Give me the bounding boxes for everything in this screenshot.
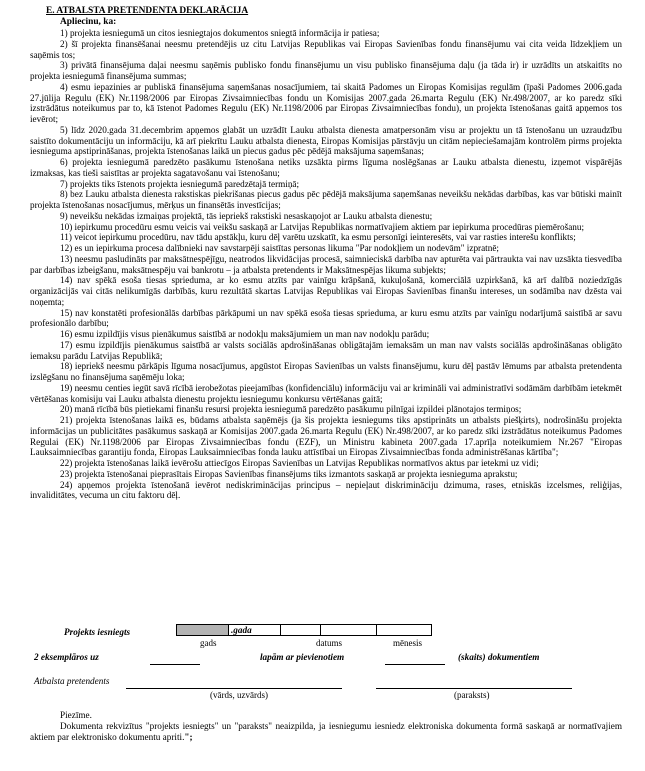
- section-title: E. ATBALSTA PRETENDENTA DEKLARĀCIJA: [46, 6, 249, 16]
- declaration-item: 2) šī projekta finansēšanai neesmu pretendējis uz citu Latvijas Republikas vai Eiropas Savienības fondu finansējumu vai cita veida līdzekļiem un saņēmis tos;: [30, 38, 622, 60]
- declaration-item: 11) veicot iepirkumu procedūru, nav tādu apstākļu, kuru dēļ varētu uzskatīt, ka esmu personīgi ieinteresēts, vai var rasties interešu konflikts;: [60, 232, 576, 243]
- declaration-intro: Apliecinu, ka:: [60, 17, 117, 27]
- year-cell[interactable]: [176, 624, 228, 636]
- declaration-item: 15) nav konstatēti profesionālās darbības pārkāpumi un nav spēkā esoša tiesas sprieduma, ar kuru esmu atzīts par vainīgu nodarījumā saistībā ar savu profesionālo darbību;: [30, 307, 622, 329]
- note-heading: Piezīme.: [60, 710, 92, 720]
- signature-caption: (paraksts): [454, 690, 490, 700]
- declaration-item: 9) neveikšu nekādas izmaiņas projektā, tās iepriekš rakstiski nesaskaņojot ar Lauku atbalsta dienestu;: [60, 210, 433, 221]
- applicant-name-line[interactable]: [126, 688, 342, 689]
- month-cell-b[interactable]: [376, 624, 432, 636]
- month-caption: mēnesis: [393, 638, 422, 648]
- declaration-item: 6) projekta iesniegumā paredzēto pasākumu īstenošana netiks uzsākta pirms līguma noslēgšanas ar Lauku atbalsta dienestu, izņemot vispārējās izmaksas, kas tieši saistītas ar projekta sagatavošanu vai īstenošanu;: [30, 157, 622, 178]
- name-caption: (vārds, uzvārds): [210, 690, 268, 700]
- declaration-item: 18) iepriekš neesmu pārkāpis līguma nosacījumus, apgūstot Eiropas Savienības un valsts finansējumu, kuru dēļ pastāv lēmums par atbalsta pretendenta izslēgšanu no finansējuma saņēmēju loka;: [30, 361, 622, 382]
- applicant-label: Atbalsta pretendents: [34, 676, 110, 686]
- declaration-item: 3) privātā finansējuma daļai neesmu saņēmis publisko fondu finansējumu un visu publisko finansējuma daļu (ja tāda ir) ir uzrādīts un atskaitīts no projekta iesniegumā finansējuma summas;: [30, 60, 622, 81]
- declaration-item: 17) esmu izpildījis pienākumus saistībā ar valsts sociālās apdrošināšanas obligātajām iemaksām un man nav valsts sociālās apdrošināšanas obligāto iemaksu parādu Latvijas Republikā;: [30, 339, 622, 361]
- declaration-item: 1) projekta iesniegumā un citos iesniegtajos dokumentos sniegtā informācija ir patiesa;: [60, 28, 380, 38]
- declaration-item: 8) bez Lauku atbalsta dienesta rakstiskas piekrišanas piecus gadus pēc pēdējā maksājuma saņemšanas neveikšu nekādas darbības, kas var būtiski mainīt projekta īstenošanas nosacījumus, mērķus un finansētās investīcijas;: [30, 189, 622, 210]
- declaration-item: 23) projekta īstenošanai pieprasītais Eiropas Savienības finansējums tiks izmantots saskaņā ar projekta iesnieguma aprakstu;: [60, 468, 518, 479]
- day-cell[interactable]: [280, 624, 320, 636]
- docs-count-line[interactable]: [385, 664, 445, 665]
- docs-label: (skaits) dokumentiem: [458, 652, 540, 662]
- year-caption: gads: [200, 638, 217, 648]
- declaration-section: [30, 6, 622, 501]
- copies-label: 2 eksemplāros uz: [34, 652, 99, 662]
- declaration-item: 20) manā rīcībā būs pietiekami finanšu resursi projekta iesniegumā paredzēto pasākumu pilnīgai izpildei plānotajos termiņos;: [60, 404, 522, 415]
- note-closing: ";: [184, 732, 193, 743]
- submitted-label: Projekts iesniegts: [64, 627, 131, 637]
- pages-label: lapām ar pievienotiem: [260, 652, 345, 662]
- month-cell-a[interactable]: [320, 624, 376, 636]
- declaration-item: 4) esmu iepazinies ar publiskā finansējuma saņemšanas nosacījumiem, tai skaitā Padomes un Eiropas Komisijas regulām (īpaši Padomes 2006.gada 27.jūlija Regulu (EK) Nr.1198/2006 par Eiropas Zivsaimniecības fondu un Komisijas 2007.gada 26.marta Regulu (EK) Nr.498/2007, ar ko paredz sīki izstrādātus noteikumus par to, kā īstenot Padomes Regulu (EK) Nr.1198/2006 par Eiropas Zivsaimniecības fondu), un projekta īstenošanas gaitā apņemos tos ievērot;: [30, 81, 622, 124]
- declaration-item: 12) es un iepirkuma procesa dalībnieki nav savstarpēji saistītas personas likuma "Par nodokļiem un nodevām" izpratnē;: [60, 243, 499, 253]
- declaration-item: 21) projekta īstenošanas laikā es, būdams atbalsta saņēmējs (ja šis projekta iesniegums tiks apstiprināts un atbalsts piešķirts), nodrošināšu projekta informācijas un publicitātes pasākumus saskaņā ar Komisijas 2007.gada 26.marta Regulu (EK) Nr.498/2007, ar ko paredz sīki izstrādātus noteikumus Padomes Regulai (EK) Nr.1198/2006 par Eiropas Zivsaimniecības fondu (EZF), un Ministru kabineta 2007.gada 17.aprīļa noteikumiem Nr.267 "Eiropas Lauksaimniecības garantiju fonda, Eiropas Lauksaimniecības fonda lauku attīstībai un Eiropas Zivsaimniecības fonda administrēšanas kārtība";: [30, 415, 622, 458]
- day-caption: datums: [316, 638, 342, 648]
- note-body: Dokumenta rekvizītus "projekts iesniegts" un "paraksts" neaizpilda, ja iesniegumu iesniedz elektroniska dokumenta formā saskaņā ar normatīvajiem aktiem par elektronisko dokumentu apriti.: [30, 721, 622, 743]
- declaration-item: 10) iepirkumu procedūru esmu veicis vai veikšu saskaņā ar Latvijas Republikas normatīvajiem aktiem par iepirkuma procedūras piemērošanu;: [60, 221, 585, 232]
- applicant-signature-line[interactable]: [376, 688, 572, 689]
- declaration-items: [30, 28, 622, 501]
- declaration-item: 7) projekts tiks īstenots projekta iesniegumā paredzētajā termiņā;: [60, 178, 300, 189]
- declaration-item: 16) esmu izpildījis visus pienākumus saistībā ar nodokļu maksājumiem un man nav nodokļu parādu;: [60, 329, 430, 339]
- year-suffix-cell: [228, 624, 280, 636]
- declaration-item: 14) nav spēkā esoša tiesas sprieduma, ar ko esmu atzīts par vainīgu krāpšanā, kukuļošanā, komerciālā uzpirkšanā, kā arī dalībā noziedzīgās organizācijās vai citās nelikumīgās darbībās, kuru rezultātā skartas Latvijas Republikas vai Eiropas Savienības finanšu intereses, un sodāmība nav dzēsta vai noņemta;: [30, 275, 622, 307]
- pages-count-line[interactable]: [150, 664, 200, 665]
- declaration-item: 5) līdz 2020.gada 31.decembrim apņemos glabāt un uzrādīt Lauku atbalsta dienesta amatpersonām visu ar projektu un tā īstenošanu un uzraudzību saistīto dokumentāciju un informāciju, kā arī piekrītu Lauku atbalsta dienesta, Eiropas Komisijas pārstāvju un citām nepieciešamajām kontrolēm pirms projekta iesnieguma apstiprināšanas, projekta īstenošanas laikā un piecus gadus pēc pēdējā maksājuma saņemšanas;: [30, 124, 622, 157]
- note-text: [30, 721, 622, 743]
- declaration-item: 22) projekta īstenošanas laikā ievērošu attiecīgos Eiropas Savienības un Latvijas Republikas normatīvos aktus par ietekmi uz vidi;: [60, 458, 539, 468]
- declaration-item: 19) neesmu centies iegūt savā rīcībā ierobežotas pieejamības (konfidenciālu) informāciju vai ar krimināli vai administratīvi sodāmām darbībām ietekmēt vērtēšanas komisiju vai Lauku atbalsta dienestu projektu iesniegumu konkursu vērtēšanas gaitā;: [30, 382, 622, 404]
- declaration-item: 13) neesmu pasludināts par maksātnespējīgu, neatrodos likvidācijas procesā, saimnieciskā darbība nav apturēta vai pārtraukta vai nav uzsākta tiesvedība par darbības izbeigšanu, maksātnespēju vai bankrotu – ja atbalsta pretendents ir Maksātnespējas likuma subjekts;: [30, 253, 622, 275]
- footnote: [30, 710, 622, 744]
- declaration-item: 24) apņemos projekta īstenošanā ievērot nediskriminācijas principus – nepieļaut diskrimināciju dzimuma, rases, etniskās izcelsmes, reliģijas, invaliditātes, vecuma un citu faktoru dēļ.: [30, 479, 622, 501]
- year-suffix: .gada: [231, 625, 252, 635]
